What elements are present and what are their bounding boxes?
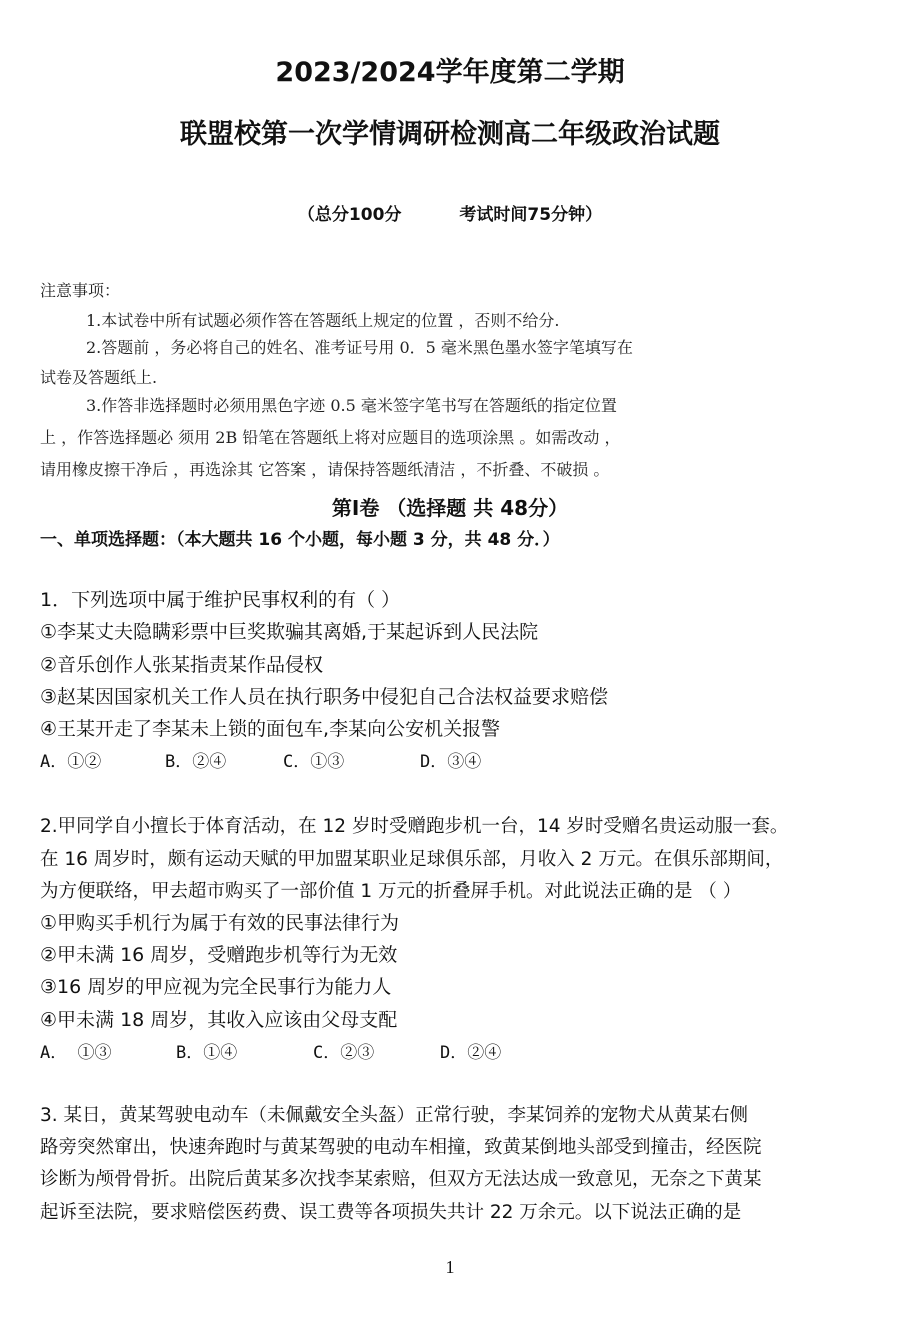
page-number: 1 — [445, 1257, 455, 1277]
total-score: （总分100分 — [297, 205, 402, 225]
q1-option-c: C．①③ — [283, 752, 345, 772]
section-title: 第Ⅰ卷 （选择题 共 48分） — [331, 496, 569, 520]
score-time-line — [0, 200, 900, 225]
q1-option-b: B．②④ — [165, 752, 227, 772]
q2-item: ④甲未满 18 周岁，其收入应该由父母支配 — [40, 1009, 398, 1031]
q3-stem-line: 3. 某日，黄某驾驶电动车（未佩戴安全头盔）正常行驶，李某饲养的宠物犬从黄某右侧 — [40, 1105, 749, 1126]
q3-stem-line: 起诉至法院，要求赔偿医药费、误工费等各项损失共计 22 万余元。以下说法正确的是 — [40, 1202, 742, 1223]
q3-stem-line: 路旁突然窜出，快速奔跑时与黄某驾驶的电动车相撞，致黄某倒地头部受到撞击，经医院 — [40, 1137, 762, 1158]
notes-heading: 注意事项： — [40, 281, 121, 300]
q1-stem: 1．下列选项中属于维护民事权利的有（ ） — [40, 589, 401, 611]
section-subtitle: 一、单项选择题：（本大题共 16 个小题，每小题 3 分，共 48 分．） — [40, 530, 560, 550]
q2-stem-line: 在 16 周岁时，颇有运动天赋的甲加盟某职业足球俱乐部，月收入 2 万元。在俱乐部期间， — [40, 849, 784, 870]
q3-stem-line: 诊断为颅骨骨折。出院后黄某多次找李某索赔，但双方无法达成一致意见，无奈之下黄某 — [40, 1169, 762, 1190]
q1-item: ①李某丈夫隐瞒彩票中巨奖欺骗其离婚,于某起诉到人民法院 — [40, 621, 539, 643]
q2-option-a: A． ①③ — [40, 1043, 112, 1063]
q2-item: ①甲购买手机行为属于有效的民事法律行为 — [40, 912, 400, 934]
q2-item: ②甲未满 16 周岁，受赠跑步机等行为无效 — [40, 944, 398, 966]
notes-line: 上 ，作答选择题必 须用 2B 铅笔在答题纸上将对应题目的选项涂黑 。如需改动 ， — [40, 428, 621, 447]
notes-line: 试卷及答题纸上. — [40, 368, 158, 387]
notes-line: 1.本试卷中所有试题必须作答在答题纸上规定的位置 ，否则不给分. — [86, 311, 560, 330]
notes-line: 2.答题前 ，务必将自己的姓名、准考证号用 0．5 毫米黑色墨水签字笔填写在 — [86, 338, 633, 357]
exam-time: 考试时间75分钟） — [459, 205, 603, 225]
q1-item: ③赵某因国家机关工作人员在执行职务中侵犯自己合法权益要求赔偿 — [40, 686, 609, 708]
q2-option-d: D．②④ — [440, 1043, 502, 1063]
q1-item: ②音乐创作人张某指责某作品侵权 — [40, 654, 324, 676]
q1-option-d: D．③④ — [420, 752, 482, 772]
q2-stem-line: 为方便联络，甲去超市购买了一部价值 1 万元的折叠屏手机。对此说法正确的是 （ ） — [40, 881, 742, 902]
exam-title-line2: 联盟校第一次学情调研检测高二年级政治试题 — [180, 119, 720, 150]
notes-line: 3.作答非选择题时必须用黑色字迹 0.5 毫米签字笔书写在答题纸的指定位置 — [86, 396, 617, 415]
q2-item: ③16 周岁的甲应视为完全民事行为能力人 — [40, 976, 392, 998]
notes-line: 请用橡皮擦干净后 ，再选涂其 它答案 ，请保持答题纸清洁 ，不折叠、不破损 。 — [40, 460, 610, 479]
q1-item: ④王某开走了李某未上锁的面包车,李某向公安机关报警 — [40, 718, 501, 740]
q2-stem-line: 2.甲同学自小擅长于体育活动，在 12 岁时受赠跑步机一台，14 岁时受赠名贵运动服一套。 — [40, 816, 789, 837]
q2-option-c: C．②③ — [313, 1043, 375, 1063]
q1-option-a: A．①② — [40, 752, 102, 772]
q2-option-b: B．①④ — [176, 1043, 238, 1063]
exam-title-line1: 2023/2024学年度第二学期 — [275, 57, 625, 88]
